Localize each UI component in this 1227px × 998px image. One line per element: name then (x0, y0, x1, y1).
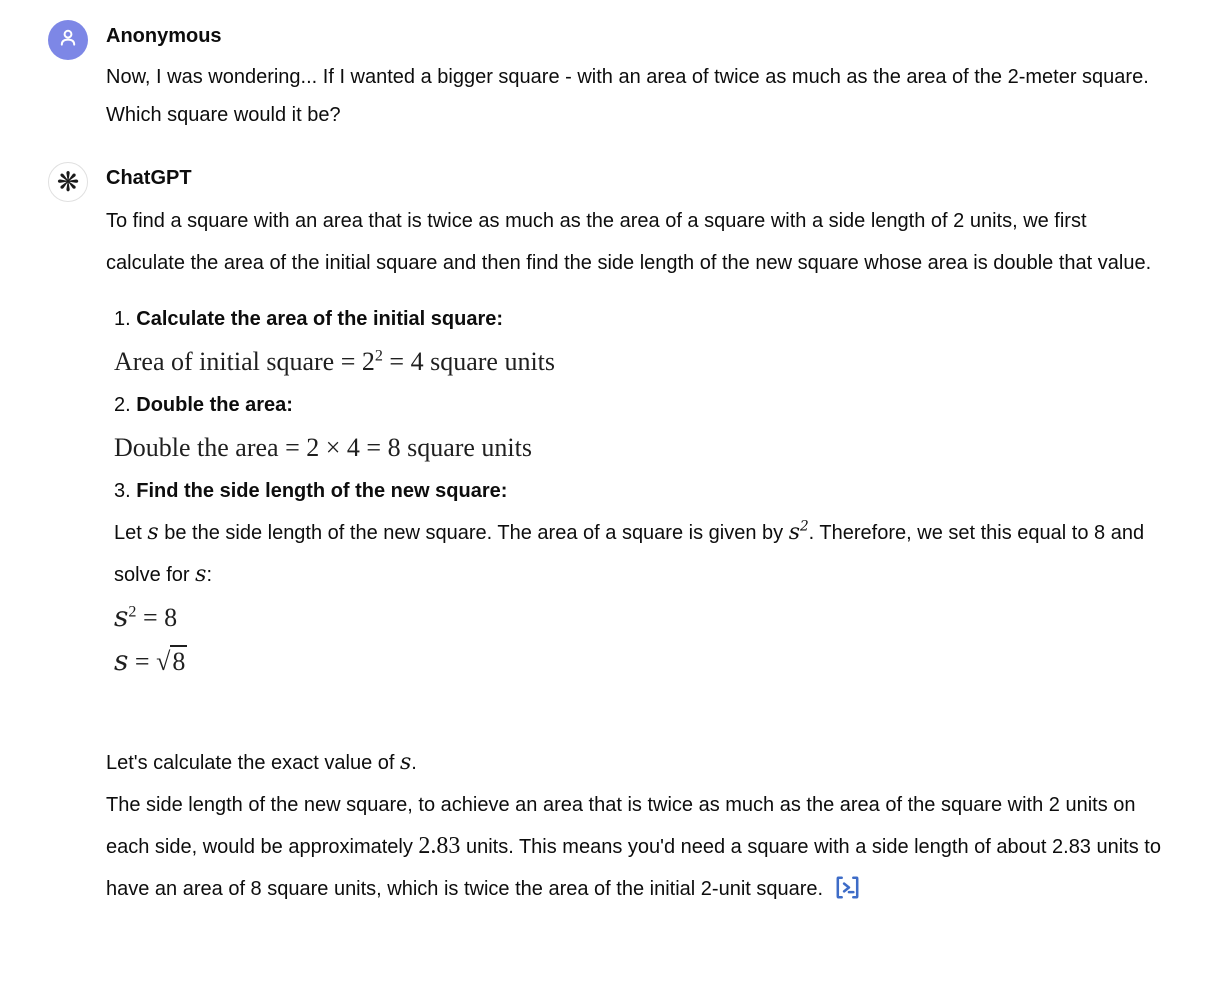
math-variable-s: s (195, 562, 207, 587)
avatar (48, 162, 88, 202)
math-double-equation: Double the area = 2 × 4 = 8 square units (114, 433, 532, 462)
radical-sign: √ (156, 647, 171, 676)
math-s-squared-equation: $s^2 = 8$ (114, 600, 178, 633)
assistant-message (48, 158, 1187, 916)
avatar (48, 20, 88, 60)
final-paragraph: The side length of the new square, to achieve an area that is twice as much as the area of the square with 2 units on each side, would be approximately 2.83 units. This means you'd need a square with a side length of about 2.83 units to have an area of 8 square units, which is twice the area of the initial 2-unit square. (106, 784, 1161, 916)
step-title: Calculate the area of the initial square: (136, 308, 504, 330)
step-3-paragraph: Let s be the side length of the new square. The area of a square is given by $s^2$. Therefore, we set this equal to 8 and solve for s: (114, 518, 1145, 587)
math-variable-s: s (147, 520, 159, 545)
step-number: 3. (114, 480, 131, 502)
steps-list (106, 298, 1161, 684)
exact-value-line: Let's calculate the exact value of s. (106, 750, 417, 775)
user-message-text: Now, I was wondering... If I wanted a bigger square - with an area of twice as much as the area of the 2-meter square. Which square would it be? (106, 66, 1149, 126)
code-execution-chip[interactable] (831, 874, 864, 916)
assistant-message-content (106, 158, 1161, 916)
step-title: Double the area: (136, 394, 293, 416)
step-2-label (114, 384, 1161, 426)
user-message (48, 16, 1187, 134)
math-variable-s: s (400, 750, 412, 775)
terminal-icon (831, 884, 864, 906)
assistant-intro-paragraph: To find a square with an area that is twice as much as the area of a square with a side length of 2 units, we first calculate the area of the initial square and then find the side length of the new square whose area is double that value. (106, 210, 1152, 274)
radicand: 8 (172, 647, 186, 676)
assistant-author-name: ChatGPT (106, 167, 192, 189)
user-message-content (106, 16, 1161, 134)
user-author-name: Anonymous (106, 25, 222, 47)
analysis-gap (106, 684, 1161, 742)
math-approx-value: 2.83 (418, 833, 461, 859)
math-area-equation: Area of initial square = $2^2 = 4$ square units (114, 347, 556, 376)
openai-logo-icon: ❋ (56, 166, 80, 197)
step-1-label (114, 298, 1161, 340)
exponent: 2 (374, 347, 383, 365)
step-number: 2. (114, 394, 131, 416)
assistant-avatar-column (48, 158, 88, 202)
user-avatar-column (48, 16, 88, 60)
step-3-label (114, 470, 1161, 512)
step-number: 1. (114, 308, 131, 330)
exponent: 2 (128, 603, 137, 621)
math-s-squared: $s^2$ (788, 518, 809, 545)
math-sqrt-equation: s = √8 (114, 644, 186, 677)
person-icon (56, 26, 80, 55)
step-title: Find the side length of the new square: (136, 480, 508, 502)
